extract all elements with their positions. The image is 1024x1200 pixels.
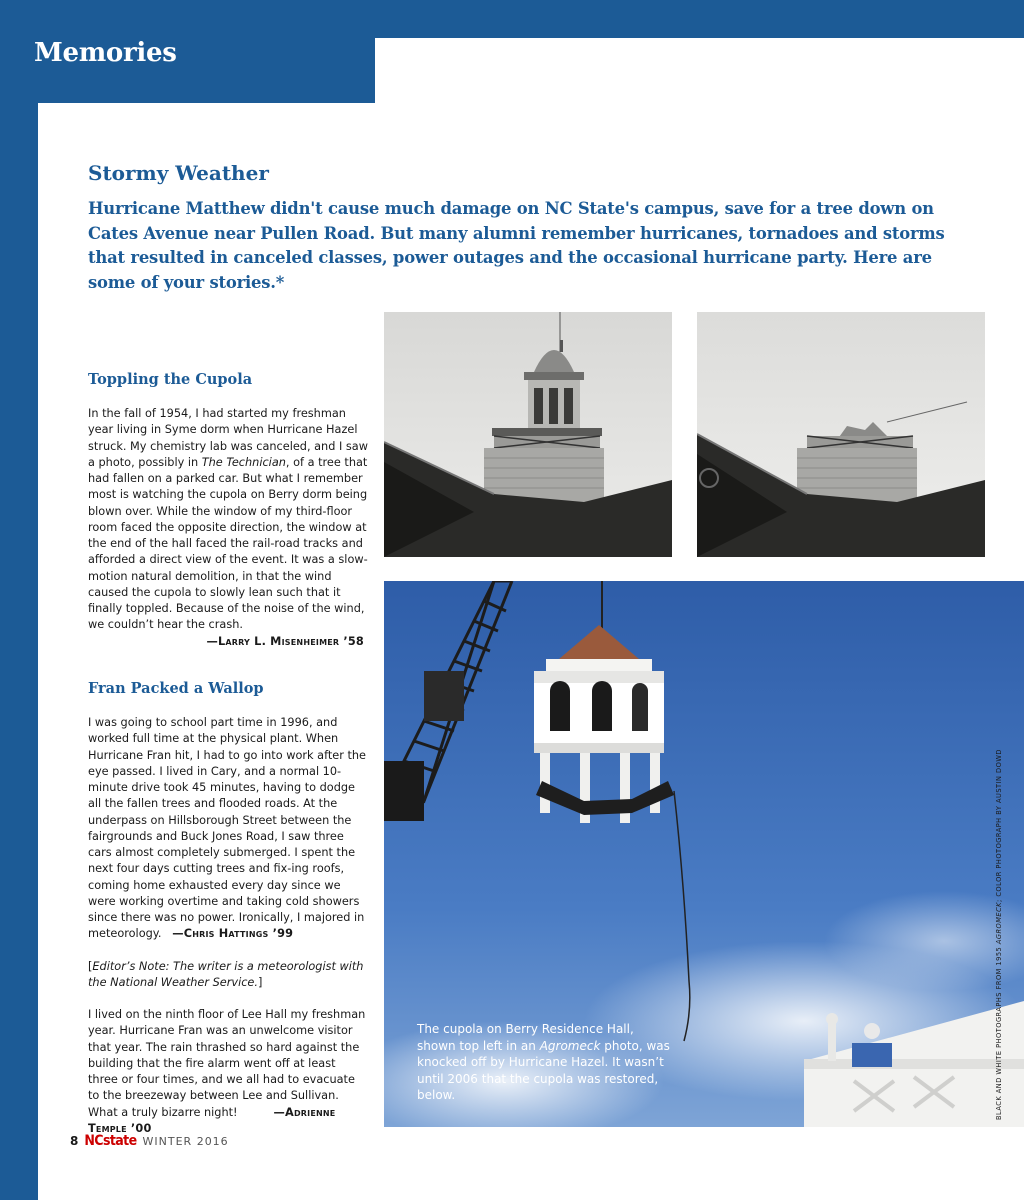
page-number: 8 [70,1134,79,1148]
story-title-fran: Fran Packed a Wallop [88,680,264,697]
section-title: Memories [34,38,177,68]
editor-note-bracket: [ [88,959,93,973]
article-headline: Stormy Weather [88,161,269,185]
story-text: I lived on the ninth floor of Lee Hall my freshman year. Hurricane Fran was an unwelcome visitor that year. The rain thrashed so hard against the building that the fire alarm went off at least three or four times, and we all had to evacuate to the breezeway between Lee and Sullivan. What a truly bizarre night! [88,1008,366,1119]
left-frame-bar [0,0,38,1200]
story-body-fran [88,715,368,1137]
photo-caption [417,1021,672,1104]
caption-text: photo, was knocked off by Hurricane Hazel. It wasn’t until 2006 that the cupola was restored, below. [417,1038,670,1102]
story-signature: —Larry L. Misenheimer ’58 [206,634,364,648]
photo-cupola-before [384,312,672,557]
story-text: In the fall of 1954, I had started my freshman year living in Syme dorm when Hurricane Hazel struck. My chemistry lab was canceled, and I saw a photo, possibly in [88,407,368,469]
editor-note: Editor’s Note: The writer is a meteorologist with the National Weather Service. [88,959,364,989]
story-signature: —Chris Hattings ’99 [172,927,294,941]
photo-credit [983,740,1003,1120]
story-text: I was going to school part time in 1996, and worked full time at the physical plant. When Hurricane Fran hit, I had to go into work after the eye passed. I lived in Cary, and a normal 10-minute drive took 45 minutes, having to dodge all the fallen trees and flooded roads. At the underpass on Hillsborough Street between the fairgrounds and Buck Jones Road, I saw three cars almost completely submerged. I spent the next four days cutting trees and fix-ing roofs, coming home exhausted every day since we were working overtime and taking cold showers since there was no power. Ironically, I majored in meteorology. [88,716,367,941]
article-deck: Hurricane Matthew didn't cause much damage on NC State's campus, save for a tree down on Cates Avenue near Pullen Road. But many alumni remember hurricanes, tornadoes and storms that resulted in canceled classes, power outages and the occasional hurricane party. Here are some of your stories.* [88,199,945,292]
issue-label: WINTER 2016 [142,1135,229,1148]
brand-logo: NCstate [84,1133,137,1149]
story-text: , of a tree that had fallen on a parked car. But what I remember most is watching the cupola on Berry dorm being blown over. While the window of my third-floor room faced the opposite direction, the window at the end of the hall faced the rail-road tracks and afforded a direct view of the event. It was a slow-motion natural demolition, in that the wind caused the cupola to slowly lean such that it finally toppled. Because of the noise of the wind, we couldn’t hear the crash. [88,455,368,632]
story-signature: —Adrienne Temple ’00 [88,1105,336,1135]
caption-publication: Agromeck [539,1038,601,1053]
publication-name: The Technician [201,455,286,469]
story-body-cupola [88,406,368,650]
caption-text: The cupola on Berry Residence Hall, shown top left in an [417,1022,634,1053]
credit-text: BLACK AND WHITE PHOTOGRAPHS FROM 1955 [995,944,1003,1120]
photo-cupola-after [697,312,985,557]
editor-note-bracket: ] [257,975,263,989]
credit-text: ; COLOR PHOTOGRAPH BY AUSTIN DOWD [995,749,1003,902]
story-title-cupola: Toppling the Cupola [88,371,253,388]
credit-publication: AGROMECK [995,901,1003,945]
page-footer [70,1133,229,1149]
